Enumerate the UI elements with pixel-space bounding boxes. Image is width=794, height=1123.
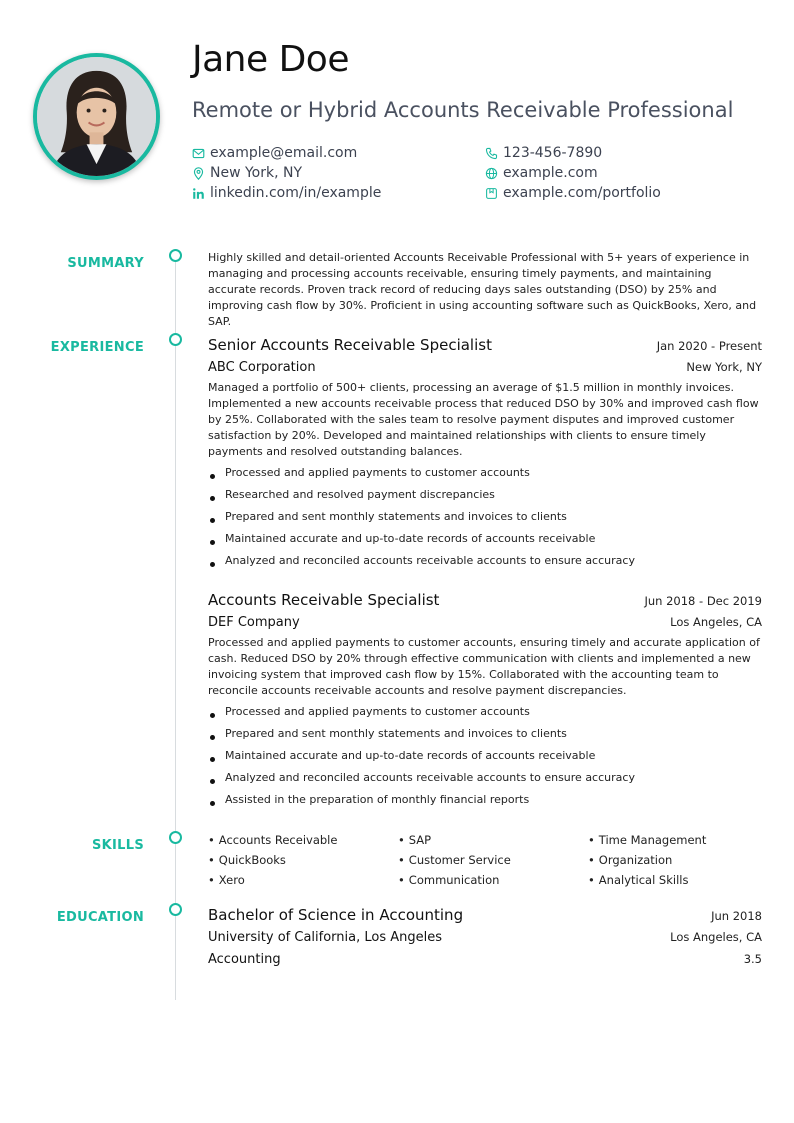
timeline-line [175,255,176,1000]
education-section [208,905,762,969]
skill-item: • Analytical Skills [588,872,762,888]
timeline-dot-skills [169,831,182,844]
list-item: Analyzed and reconciled accounts receivable accounts to ensure accuracy [208,767,762,789]
contact-phone[interactable] [485,143,661,163]
list-item: Processed and applied payments to customer accounts [208,462,762,484]
job-company: DEF Company [208,615,300,630]
section-title-experience: EXPERIENCE [50,340,144,355]
skill-item: • Communication [398,872,588,888]
contact-website[interactable] [485,163,661,183]
job-header [208,335,762,355]
list-item: Prepared and sent monthly statements and invoices to clients [208,723,762,745]
contact-column-left [192,143,381,203]
graduation-date: Jun 2018 [711,909,762,923]
portfolio-icon [485,187,498,200]
timeline-dot-education [169,903,182,916]
list-item: Analyzed and reconciled accounts receivable accounts to ensure accuracy [208,550,762,572]
timeline-dot-experience [169,333,182,346]
candidate-name: Jane Doe [192,39,349,80]
list-item: Prepared and sent monthly statements and invoices to clients [208,506,762,528]
job-description: Processed and applied payments to customer accounts, ensuring timely and accurate application of cash. Reduced DSO by 20% through effective communication with clients and implemented a new invoicing system that improved cash flow by 15%. Collaborated with the accounting team to reconcile accounts receivable accounts and resolve payment discrepancies. [208,636,760,697]
contact-location-text: New York, NY [210,165,303,181]
map-pin-icon [192,167,205,180]
job-title: Senior Accounts Receivable Specialist [208,336,492,354]
candidate-headline: Remote or Hybrid Accounts Receivable Professional [192,98,734,122]
contact-location [192,163,381,183]
school-location: Los Angeles, CA [670,930,762,944]
globe-icon [485,167,498,180]
degree-title: Bachelor of Science in Accounting [208,906,464,924]
school-name: University of California, Los Angeles [208,930,443,945]
job-header [208,590,762,610]
education-school-row [208,929,762,947]
summary-section [208,250,762,330]
skill-item: • SAP [398,832,588,848]
job-bullets [208,462,762,572]
skill-item: • Customer Service [398,852,588,868]
job-bullets [208,701,762,811]
job-description: Managed a portfolio of 500+ clients, processing an average of $1.5 million in monthly invoices. Implemented a new accounts receivable process that reduced DSO by 30% and improved cash flow by 25%. Collaborated with the sales team to resolve payment disputes and improved customer satisfaction by 20%. Developed and maintained relationships with clients to ensure timely payments and resolved outstanding balances. [208,381,759,458]
education-header [208,905,762,925]
experience-job-2 [208,590,762,811]
job-dates: Jun 2018 - Dec 2019 [644,594,762,608]
mail-icon [192,147,205,160]
skill-item: • Time Management [588,832,762,848]
person-portrait-icon [37,57,156,176]
gpa-value: 3.5 [743,952,762,966]
job-location: New York, NY [686,360,762,374]
phone-icon [485,147,498,160]
experience-job-1 [208,335,762,572]
job-title: Accounts Receivable Specialist [208,591,440,609]
job-subheader [208,614,762,632]
skill-item: • Xero [208,872,398,888]
job-subheader [208,359,762,377]
contact-column-right [485,143,661,203]
section-title-education: EDUCATION [56,910,144,925]
contact-linkedin-text: linkedin.com/in/example [210,185,382,201]
contact-portfolio[interactable] [485,183,661,203]
education-field-row [208,951,762,969]
field-of-study: Accounting [208,952,281,967]
section-title-skills: SKILLS [91,838,144,853]
contact-website-text: example.com [503,165,598,181]
list-item: Assisted in the preparation of monthly financial reports [208,789,762,811]
list-item: Maintained accurate and up-to-date records of accounts receivable [208,528,762,550]
list-item: Researched and resolved payment discrepancies [208,484,762,506]
contact-phone-text: 123-456-7890 [503,145,603,161]
job-location: Los Angeles, CA [670,615,762,629]
contact-linkedin[interactable] [192,183,381,203]
skill-item: • QuickBooks [208,852,398,868]
skill-item: • Accounts Receivable [208,832,398,848]
skill-item: • Organization [588,852,762,868]
list-item: Maintained accurate and up-to-date records of accounts receivable [208,745,762,767]
contact-email[interactable] [192,143,381,163]
timeline-dot-summary [169,249,182,262]
summary-text: Highly skilled and detail-oriented Accounts Receivable Professional with 5+ years of experience in managing and processing accounts receivable, ensuring timely payments, and maintaining accurate records. Proven track record of reducing days sales outstanding (DSO) by 25% and improving cash flow by 30%. Proficient in using accounting software such as QuickBooks, Xero, and SAP. [208,251,757,328]
section-title-summary: SUMMARY [67,256,144,271]
contact-portfolio-text: example.com/portfolio [503,185,661,201]
list-item: Processed and applied payments to customer accounts [208,701,762,723]
contact-email-text: example@email.com [210,145,358,161]
skills-section [208,832,762,888]
skills-grid [208,832,762,888]
profile-photo [33,53,160,180]
job-dates: Jan 2020 - Present [656,339,762,353]
job-company: ABC Corporation [208,360,316,375]
linkedin-icon [192,187,205,200]
